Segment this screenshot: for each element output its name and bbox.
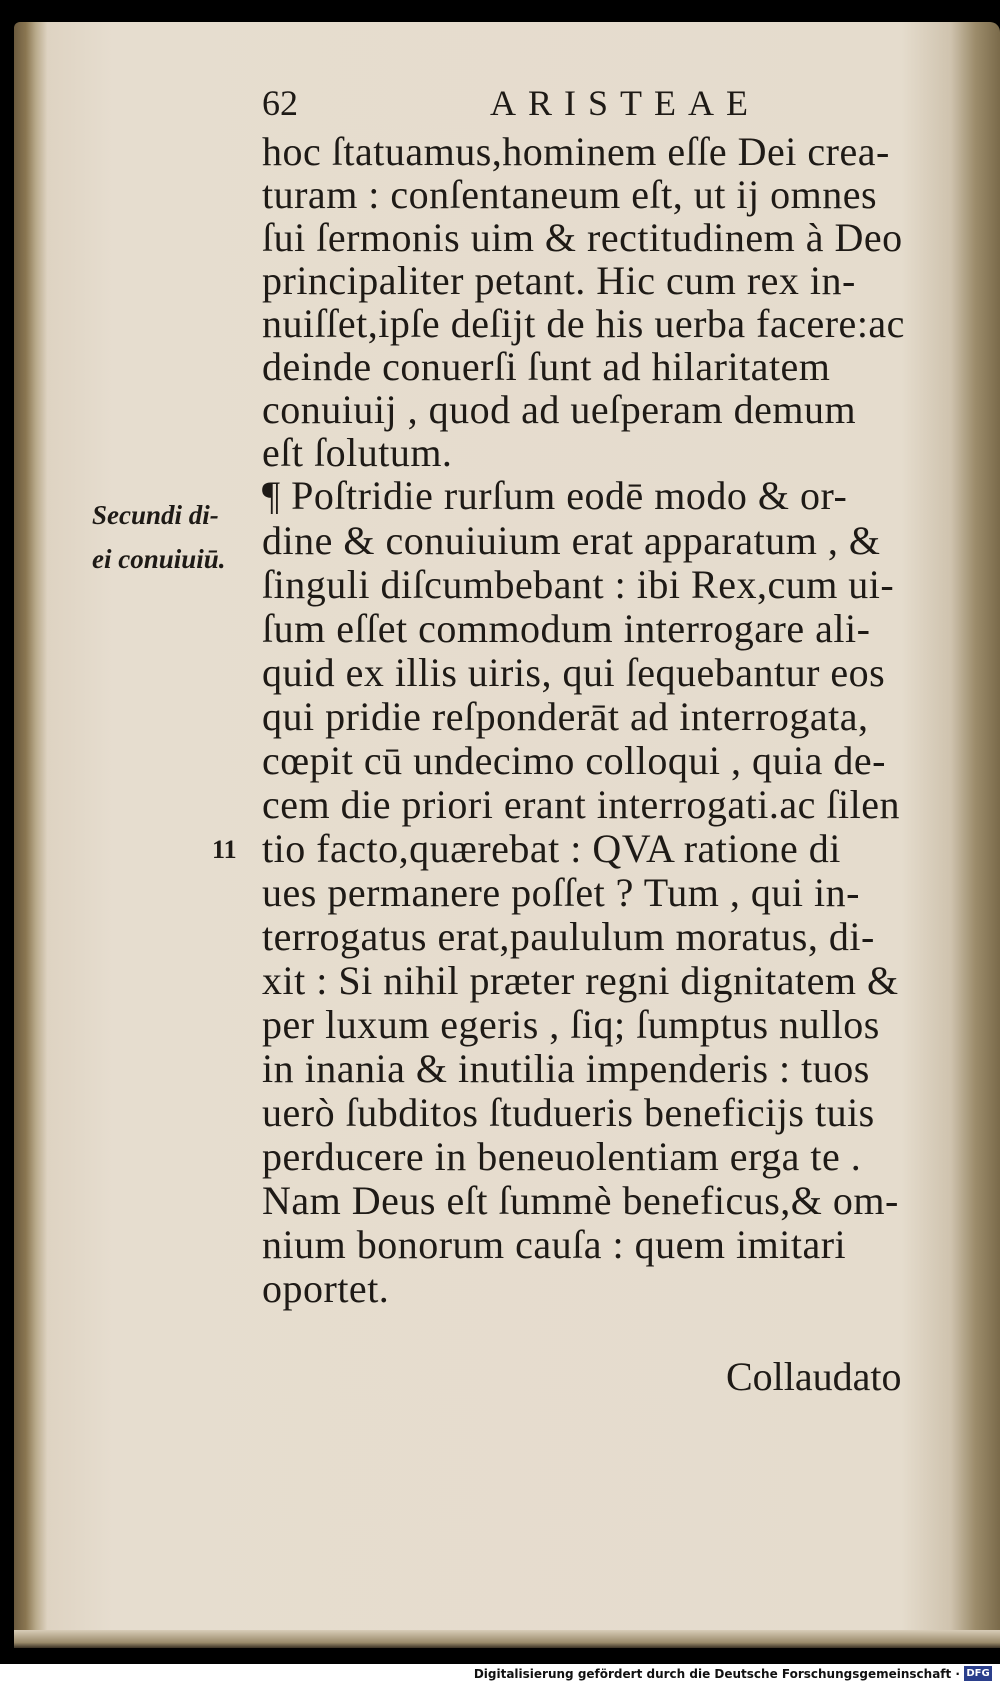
text-line: xit : Si nihil præter regni dignitatem & — [262, 958, 899, 1003]
text-line: nuiſſet,ipſe deſijt de his uerba facere:ac — [262, 301, 905, 346]
margin-note: Secundi di- — [92, 500, 219, 530]
text-line: cem die priori erant interrogati.ac ſilen — [262, 782, 900, 827]
text-line: perducere in beneuolentiam erga te . — [262, 1134, 862, 1179]
text-line: uerò ſubditos ſtudueris beneficijs tuis — [262, 1090, 875, 1135]
text-line: in inania & inutilia impenderis : tuos — [262, 1046, 870, 1091]
margin-note-number: 11 — [212, 835, 237, 864]
text-line: ſum eſſet commodum interrogare ali- — [262, 606, 871, 651]
text-line: terrogatus erat,paululum moratus, di- — [262, 914, 875, 959]
footer-credit: Digitalisierung gefördert durch die Deutsche Forschungsgemeinschaft · — [473, 1667, 960, 1681]
text-line: Nam Deus eſt ſummè beneficus,& om- — [262, 1178, 899, 1223]
text-line: turam : conſentaneum eſt, ut ij omnes — [262, 172, 878, 217]
text-line: qui pridie reſponderāt ad interrogata, — [262, 694, 869, 739]
page — [50, 30, 970, 1630]
text-line: oportet. — [262, 1266, 390, 1311]
running-title: ARISTEAE — [490, 83, 760, 123]
catchword: Collaudato — [726, 1354, 902, 1399]
text-line: ues permanere poſſet ? Tum , qui in- — [262, 870, 860, 915]
page-edge — [14, 1630, 1000, 1648]
text-line: tio facto,quærebat : QVA ratione di — [262, 826, 841, 871]
text-line: deinde conuerſi ſunt ad hilaritatem — [262, 344, 831, 389]
margin-note: ei conuiuiū. — [92, 544, 226, 574]
text-line: principaliter petant. Hic cum rex in- — [262, 258, 856, 303]
text-line: per luxum egeris , ſiq; ſumptus nullos — [262, 1002, 880, 1047]
text-line: nium bonorum cauſa : quem imitari — [262, 1222, 847, 1267]
text-line: ſinguli diſcumbebant : ibi Rex,cum ui- — [262, 562, 895, 607]
dfg-logo: DFG — [964, 1666, 992, 1681]
text-line: cœpit cū undecimo colloqui , quia de- — [262, 738, 886, 783]
text-line: ¶ Poſtridie rurſum eodē modo & or- — [262, 473, 848, 518]
text-line: eſt ſolutum. — [262, 430, 453, 475]
text-line: dine & conuiuium erat apparatum , & — [262, 518, 881, 563]
text-line: quid ex illis uiris, qui ſequebantur eos — [262, 650, 886, 695]
page-number: 62 — [262, 83, 298, 123]
text-line: ſui ſermonis uim & rectitudinem à Deo — [262, 215, 903, 260]
text-line: hoc ſtatuamus,hominem eſſe Dei crea- — [262, 129, 890, 174]
text-line: conuiuij , quod ad ueſperam demum — [262, 387, 857, 432]
